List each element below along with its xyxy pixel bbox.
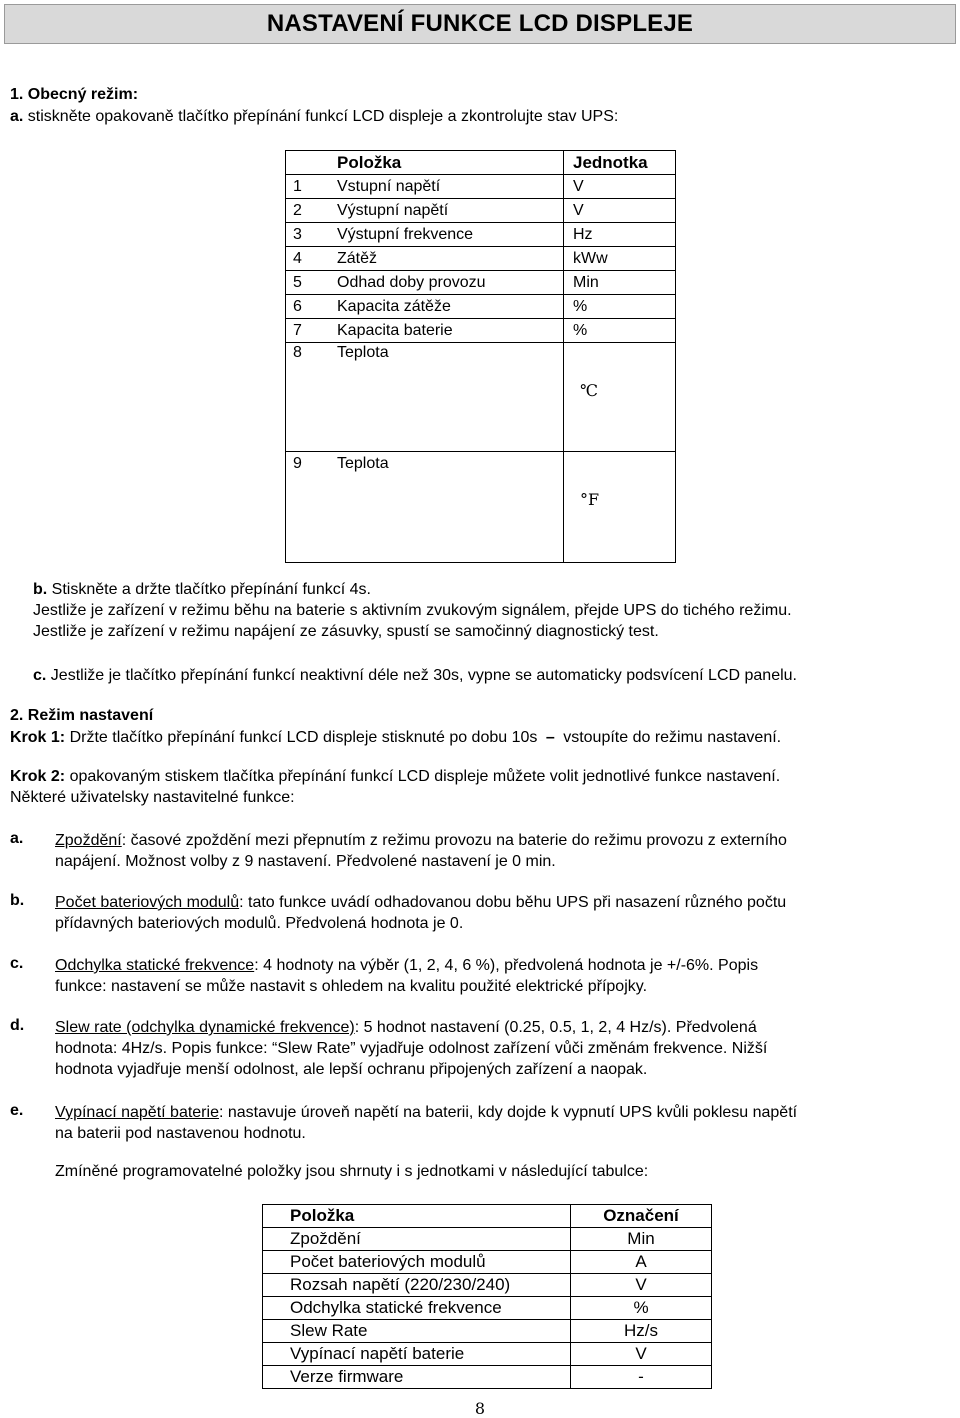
table-cell: A: [571, 1251, 712, 1274]
page-title: NASTAVENÍ FUNKCE LCD DISPLEJE: [266, 10, 694, 37]
table-cell: V: [564, 199, 676, 223]
table-row: [286, 223, 676, 247]
item-term: Slew rate (odchylka dynamické frekvence): [55, 1019, 355, 1036]
table-row: [286, 295, 676, 319]
table-header-row: [263, 1205, 712, 1228]
table-cell: 9: [286, 452, 338, 563]
table-cell: V: [564, 175, 676, 199]
step-text: Držte tlačítko přepínání funkcí LCD displeje stisknuté po dobu 10s: [69, 729, 538, 746]
item-text: funkce: nastavení se může nastavit s ohledem na kvalitu použité elektrické přípojky.: [55, 978, 648, 995]
table-cell: V: [571, 1274, 712, 1297]
list-label: e.: [10, 1102, 24, 1119]
table-cell: Hz: [564, 223, 676, 247]
table-row: [263, 1274, 712, 1297]
table-cell: Zátěž: [337, 247, 564, 271]
table-row: [286, 343, 676, 452]
item-text: hodnota vyjadřuje menší odolnost, ale lepší ochranu připojených zařízení a naopak.: [55, 1061, 648, 1078]
table-row: [263, 1320, 712, 1343]
list-item: [55, 955, 758, 997]
table-cell: Odhad doby provozu: [337, 271, 564, 295]
table-row: [263, 1343, 712, 1366]
step2: [10, 766, 780, 808]
title-bar: [4, 4, 956, 44]
table-cell: 6: [286, 295, 338, 319]
table-cell: 4: [286, 247, 338, 271]
table-row: [286, 175, 676, 199]
table-cell: Hz/s: [571, 1320, 712, 1343]
item-term: Vypínací napětí baterie: [55, 1104, 219, 1121]
table-cell: %: [564, 295, 676, 319]
list-label: a.: [10, 108, 24, 125]
table-cell: 2: [286, 199, 338, 223]
table-row: [263, 1366, 712, 1389]
table-cell: [564, 343, 676, 452]
section1-b: [33, 579, 792, 642]
step1: [10, 728, 781, 748]
step-text: opakovaným stiskem tlačítka přepínání funkcí LCD displeje můžete volit jednotlivé funkce nastavení.: [69, 768, 781, 785]
table-cell: Odchylka statické frekvence: [263, 1297, 571, 1320]
table-cell: Počet bateriových modulů: [263, 1251, 571, 1274]
item-text: : časové zpoždění mezi přepnutím z režimu provozu na baterie do režimu provozu z externího: [121, 832, 787, 849]
table-row: [286, 319, 676, 343]
step-text: vstoupíte do režimu nastavení.: [563, 729, 782, 746]
section1-c-text: Jestliže je tlačítko přepínání funkcí neaktivní déle než 30s, vypne se automaticky podsvícení LCD panelu.: [50, 667, 797, 684]
table-header: Označení: [571, 1205, 712, 1228]
step-label: Krok 1:: [10, 729, 66, 746]
table-cell: Min: [564, 271, 676, 295]
item-text: na baterii pod nastavenou hodnotu.: [55, 1125, 306, 1142]
status-table: [285, 150, 676, 563]
list-label: c.: [10, 955, 24, 972]
section1-a: [10, 107, 618, 127]
table-cell: Slew Rate: [263, 1320, 571, 1343]
table-header: Položka: [337, 151, 564, 175]
table-row: [263, 1251, 712, 1274]
list-label: b.: [10, 892, 25, 909]
table-cell: Vypínací napětí baterie: [263, 1343, 571, 1366]
item-text: : nastavuje úroveň napětí na baterii, kdy dojde k vypnutí UPS kvůli poklesu napětí: [218, 1104, 798, 1121]
table-cell: 5: [286, 271, 338, 295]
item-term: Počet bateriových modulů: [55, 894, 240, 911]
table-cell: Min: [571, 1228, 712, 1251]
page-number: 8: [474, 1399, 486, 1418]
step-text: Některé uživatelsky nastavitelné funkce:: [10, 789, 295, 806]
item-text: : 4 hodnoty na výběr (1, 2, 4, 6 %), předvolená hodnota je +/-6%. Popis: [254, 957, 759, 974]
table-cell: %: [571, 1297, 712, 1320]
table-cell: Kapacita zátěže: [337, 295, 564, 319]
table-header: Jednotka: [564, 151, 676, 175]
list-label: d.: [10, 1017, 25, 1034]
table-row: [286, 271, 676, 295]
item-text: napájení. Možnost volby z 9 nastavení. Předvolené nastavení je 0 min.: [55, 853, 556, 870]
list-label: a.: [10, 830, 24, 847]
section1-b-text: Jestliže je zařízení v režimu napájení ze zásuvky, spustí se samočinný diagnostický test.: [33, 623, 659, 640]
list-label: c.: [33, 667, 47, 684]
table-cell: Verze firmware: [263, 1366, 571, 1389]
table-row: [286, 199, 676, 223]
section2-heading: 2. Režim nastavení: [10, 707, 154, 724]
item-text: : tato funkce uvádí odhadovanou dobu běhu UPS při nasazení různého počtu: [239, 894, 787, 911]
table-cell: Zpoždění: [263, 1228, 571, 1251]
table-cell: %: [564, 319, 676, 343]
section1-c: [33, 665, 797, 686]
table-cell: 1: [286, 175, 338, 199]
fahrenheit-unit: °F: [580, 490, 600, 509]
section1-heading: 1. Obecný režim:: [10, 86, 139, 103]
item-text: : 5 hodnot nastavení (0.25, 0.5, 1, 2, 4 Hz/s). Předvolená: [354, 1019, 757, 1036]
step-label: Krok 2:: [10, 768, 66, 785]
table-cell: Teplota: [337, 343, 564, 452]
table-cell: Kapacita baterie: [337, 319, 564, 343]
section1-b-text: Jestliže je zařízení v režimu běhu na baterie s aktivním zvukovým signálem, přejde UPS do tichého režimu.: [33, 602, 792, 619]
table-header-row: [286, 151, 676, 175]
dash: –: [545, 729, 555, 746]
table-cell: 7: [286, 319, 338, 343]
table-cell: V: [571, 1343, 712, 1366]
table-header: Položka: [263, 1205, 571, 1228]
table-cell: Rozsah napětí (220/230/240): [263, 1274, 571, 1297]
table-row: [263, 1228, 712, 1251]
table-cell: -: [571, 1366, 712, 1389]
summary-text: Zmíněné programovatelné položky jsou shrnuty i s jednotkami v následující tabulce:: [55, 1163, 649, 1180]
table-cell: [286, 151, 338, 175]
list-item: [55, 892, 786, 934]
list-item: [55, 1017, 767, 1080]
table-row: [286, 247, 676, 271]
list-label: b.: [33, 581, 48, 598]
list-item: [55, 1102, 797, 1144]
table-cell: kWw: [564, 247, 676, 271]
settings-table: [262, 1204, 712, 1389]
table-cell: Výstupní napětí: [337, 199, 564, 223]
item-text: přídavných bateriových modulů. Předvolená hodnota je 0.: [55, 915, 464, 932]
table-row: [263, 1297, 712, 1320]
table-cell: 3: [286, 223, 338, 247]
table-cell: 8: [286, 343, 338, 452]
item-term: Zpoždění: [55, 832, 122, 849]
celsius-unit: ℃: [580, 381, 598, 400]
table-cell: [564, 452, 676, 563]
table-cell: Výstupní frekvence: [337, 223, 564, 247]
table-cell: Teplota: [337, 452, 564, 563]
table-row: [286, 452, 676, 563]
section1-b-text: Stiskněte a držte tlačítko přepínání funkcí 4s.: [51, 581, 371, 598]
section1-a-text: stiskněte opakovaně tlačítko přepínání funkcí LCD displeje a zkontrolujte stav UPS:: [27, 108, 619, 125]
table-cell: Vstupní napětí: [337, 175, 564, 199]
list-item: [55, 830, 787, 872]
item-term: Odchylka statické frekvence: [55, 957, 255, 974]
item-text: hodnota: 4Hz/s. Popis funkce: “Slew Rate” vyjadřuje odolnost zařízení vůči změnám frekvence. Nižší: [55, 1040, 768, 1057]
